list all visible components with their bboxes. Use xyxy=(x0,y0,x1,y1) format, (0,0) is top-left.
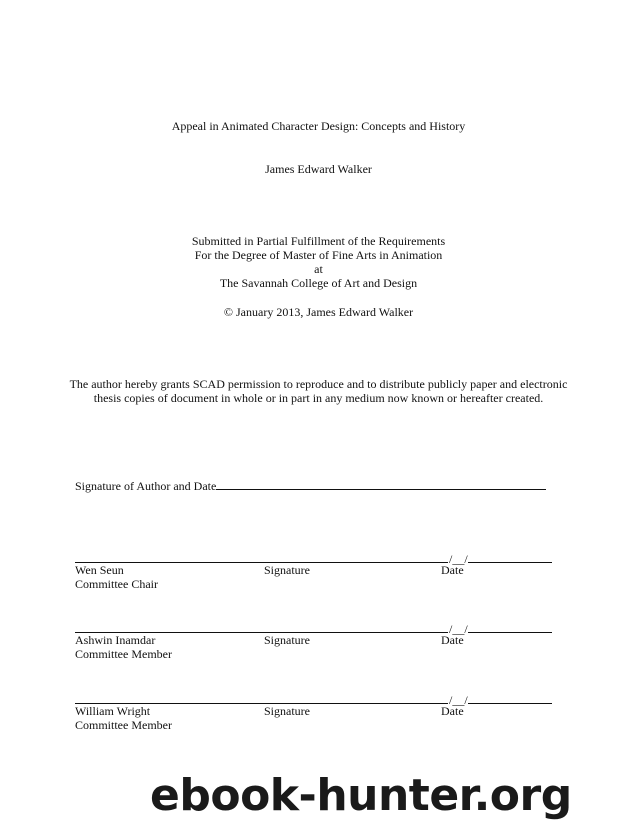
date-separator: /__/ xyxy=(449,622,468,636)
date-label: Date xyxy=(441,563,464,577)
date-label: Date xyxy=(441,704,464,718)
date-entry xyxy=(449,621,552,636)
committee-member-name: Wen Seun xyxy=(75,563,124,577)
thesis-title: Appeal in Animated Character Design: Concepts and History xyxy=(171,119,466,133)
author-signature-label: Signature of Author and Date xyxy=(75,479,217,493)
author-signature-rule xyxy=(216,478,546,490)
committee-signature-block xyxy=(75,622,559,672)
submission-line-2: For the Degree of Master of Fine Arts in Animation xyxy=(194,248,443,262)
submission-line-1: Submitted in Partial Fulfillment of the Requirements xyxy=(191,234,446,248)
submission-line-4: The Savannah College of Art and Design xyxy=(219,276,418,290)
author-signature-line xyxy=(75,478,546,493)
committee-member-name: Ashwin Inamdar xyxy=(75,633,156,647)
committee-member-role: Committee Member xyxy=(75,647,172,661)
date-entry xyxy=(449,692,552,707)
date-label: Date xyxy=(441,633,464,647)
permission-statement: The author hereby grants SCAD permission to reproduce and to distribute publicly paper and electronic thesis copies of document in whole or in part in any medium now known or hereafter created. xyxy=(69,377,568,405)
date-rule xyxy=(468,621,552,633)
signature-label: Signature xyxy=(264,563,310,577)
signature-label: Signature xyxy=(264,704,310,718)
date-separator: /__/ xyxy=(449,552,468,566)
committee-signature-block xyxy=(75,693,559,743)
committee-member-role: Committee Chair xyxy=(75,577,158,591)
date-separator: /__/ xyxy=(449,693,468,707)
committee-member-role: Committee Member xyxy=(75,718,172,732)
signature-rule xyxy=(75,562,448,563)
committee-member-name: William Wright xyxy=(75,704,151,718)
copyright-line: © January 2013, James Edward Walker xyxy=(223,305,414,319)
committee-signature-block xyxy=(75,552,559,602)
signature-label: Signature xyxy=(264,633,310,647)
date-entry xyxy=(449,551,552,566)
date-rule xyxy=(468,551,552,563)
watermark-text: ebook-hunter.org xyxy=(150,770,572,821)
date-rule xyxy=(468,692,552,704)
submission-line-3: at xyxy=(314,262,323,276)
author-name: James Edward Walker xyxy=(265,162,372,176)
